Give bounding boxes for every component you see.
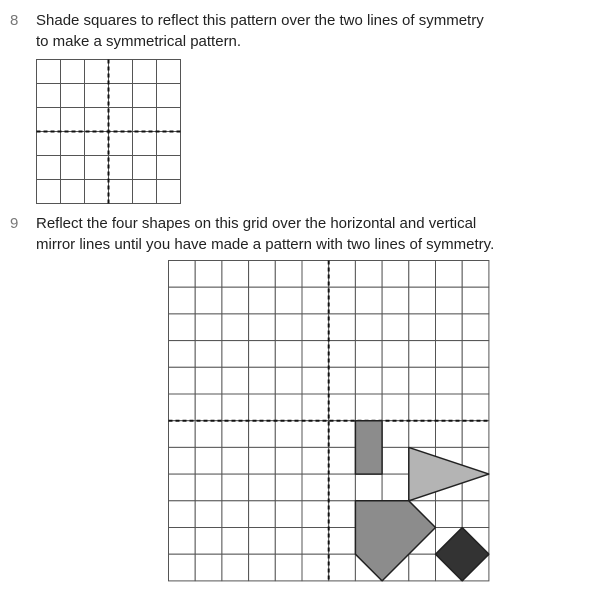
q9-grid-cell[interactable] [249, 287, 276, 314]
q9-grid-cell[interactable] [249, 394, 276, 421]
q9-grid-cell[interactable] [302, 394, 329, 421]
q9-grid-cell[interactable] [249, 314, 276, 341]
q9-grid-cell[interactable] [222, 394, 249, 421]
q9-grid-cell[interactable] [409, 554, 436, 581]
q9-grid-cell[interactable] [329, 341, 356, 368]
q8-grid-cell[interactable] [85, 180, 109, 204]
q9-grid-cell[interactable] [222, 287, 249, 314]
q8-grid-cell[interactable] [157, 132, 181, 156]
q9-grid-cell[interactable] [302, 447, 329, 474]
q9-grid-cell[interactable] [195, 528, 222, 555]
q9-grid-cell[interactable] [382, 261, 409, 288]
q9-grid-cell[interactable] [249, 261, 276, 288]
q9-grid-cell[interactable] [355, 261, 382, 288]
q9-grid-cell[interactable] [329, 314, 356, 341]
q9-grid-cell[interactable] [169, 367, 196, 394]
q9-grid-cell[interactable] [409, 314, 436, 341]
q9-grid-cell[interactable] [436, 394, 463, 421]
rectangle-shape [355, 421, 382, 474]
q9-grid-cell[interactable] [302, 474, 329, 501]
q9-grid-cell[interactable] [409, 367, 436, 394]
q9-grid-cell[interactable] [302, 528, 329, 555]
q8-grid-cell[interactable] [37, 132, 61, 156]
q9-grid-cell[interactable] [222, 367, 249, 394]
q9-grid-cell[interactable] [329, 421, 356, 448]
q9-grid-cell[interactable] [462, 314, 489, 341]
q9-grid-cell[interactable] [222, 528, 249, 555]
q8-grid-cell[interactable] [157, 156, 181, 180]
q8-grid-cell[interactable] [109, 180, 133, 204]
q8-grid-cell[interactable] [61, 108, 85, 132]
q9-grid-cell[interactable] [329, 394, 356, 421]
q9-grid-cell[interactable] [249, 528, 276, 555]
q9-grid-cell[interactable] [249, 554, 276, 581]
q9-grid-cell[interactable] [275, 287, 302, 314]
question-8-line-2: to make a symmetrical pattern. [36, 33, 242, 50]
q9-grid-cell[interactable] [249, 501, 276, 528]
q9-grid-cell[interactable] [222, 341, 249, 368]
q9-grid-cell[interactable] [275, 394, 302, 421]
q8-grid-cell[interactable] [133, 108, 157, 132]
q9-grid-cell[interactable] [355, 394, 382, 421]
q9-grid-cell[interactable] [302, 554, 329, 581]
q9-grid-cell[interactable] [249, 447, 276, 474]
q9-grid-cell[interactable] [382, 314, 409, 341]
q9-grid-cell[interactable] [275, 474, 302, 501]
q9-grid-cell[interactable] [355, 287, 382, 314]
q9-grid-cell[interactable] [222, 447, 249, 474]
q9-grid-cell[interactable] [436, 261, 463, 288]
q8-grid-cell[interactable] [61, 132, 85, 156]
q9-grid-cell[interactable] [329, 554, 356, 581]
q9-grid-cell[interactable] [462, 287, 489, 314]
q9-grid-cell[interactable] [302, 261, 329, 288]
q9-grid-cell[interactable] [382, 287, 409, 314]
q8-grid-cell[interactable] [157, 180, 181, 204]
q9-grid-cell[interactable] [275, 314, 302, 341]
q9-grid-cell[interactable] [329, 367, 356, 394]
q8-grid-cell[interactable] [85, 84, 109, 108]
q9-grid-cell[interactable] [382, 367, 409, 394]
q9-grid-cell[interactable] [302, 314, 329, 341]
q9-grid-cell[interactable] [436, 287, 463, 314]
q9-grid-cell[interactable] [329, 501, 356, 528]
q9-grid-cell[interactable] [462, 394, 489, 421]
q9-grid-cell[interactable] [275, 447, 302, 474]
q8-grid-cell[interactable] [133, 180, 157, 204]
q9-grid-cell[interactable] [195, 261, 222, 288]
q8-grid-cell[interactable] [61, 60, 85, 84]
q9-grid-cell[interactable] [329, 528, 356, 555]
q9-grid-cell[interactable] [169, 554, 196, 581]
q9-grid-cell[interactable] [436, 314, 463, 341]
q9-grid-cell[interactable] [169, 261, 196, 288]
q8-grid-cell[interactable] [157, 84, 181, 108]
q9-grid-cell[interactable] [195, 314, 222, 341]
q8-grid-cell[interactable] [109, 108, 133, 132]
question-8-line-1: Shade squares to reflect this pattern over the two lines of symmetry [36, 12, 484, 29]
q8-grid-cell[interactable] [37, 84, 61, 108]
q9-grid-cell[interactable] [169, 314, 196, 341]
q8-grid-cell[interactable] [61, 156, 85, 180]
q9-grid-cell[interactable] [409, 341, 436, 368]
q9-grid-cell[interactable] [382, 341, 409, 368]
q9-grid-cell[interactable] [249, 367, 276, 394]
q9-grid-cell[interactable] [169, 474, 196, 501]
q9-grid-cell[interactable] [355, 341, 382, 368]
q9-grid-cell[interactable] [275, 501, 302, 528]
q8-grid-cell[interactable] [157, 108, 181, 132]
q9-grid-cell[interactable] [195, 341, 222, 368]
question-9-grid[interactable] [168, 260, 490, 582]
q8-grid-cell[interactable] [109, 132, 133, 156]
q9-grid-cell[interactable] [169, 394, 196, 421]
q9-grid-cell[interactable] [462, 367, 489, 394]
q9-grid-cell[interactable] [382, 447, 409, 474]
q9-grid-cell[interactable] [222, 474, 249, 501]
q9-grid-cell[interactable] [249, 474, 276, 501]
q9-grid-cell[interactable] [195, 474, 222, 501]
q9-grid-cell[interactable] [329, 447, 356, 474]
q8-grid-cell[interactable] [85, 156, 109, 180]
q9-grid-cell[interactable] [222, 314, 249, 341]
q9-grid-cell[interactable] [169, 501, 196, 528]
q9-grid-cell[interactable] [329, 287, 356, 314]
q8-grid-cell[interactable] [61, 84, 85, 108]
question-9-line-1: Reflect the four shapes on this grid over the horizontal and vertical [36, 215, 477, 232]
q9-grid-cell[interactable] [409, 421, 436, 448]
q8-grid-cell[interactable] [157, 60, 181, 84]
q9-grid-cell[interactable] [462, 501, 489, 528]
q9-grid-cell[interactable] [409, 394, 436, 421]
q8-grid-cell[interactable] [133, 84, 157, 108]
q9-grid-cell[interactable] [222, 554, 249, 581]
q9-grid-cell[interactable] [275, 421, 302, 448]
q9-grid-cell[interactable] [329, 261, 356, 288]
q9-grid-cell[interactable] [436, 501, 463, 528]
q9-grid-cell[interactable] [355, 314, 382, 341]
q9-grid-cell[interactable] [302, 341, 329, 368]
q9-grid-cell[interactable] [195, 287, 222, 314]
q9-grid-cell[interactable] [195, 394, 222, 421]
q9-grid-cell[interactable] [275, 261, 302, 288]
q9-grid-cell[interactable] [355, 474, 382, 501]
q9-grid-cell[interactable] [355, 367, 382, 394]
q8-grid-cell[interactable] [133, 132, 157, 156]
q9-grid-cell[interactable] [409, 261, 436, 288]
q9-grid-cell[interactable] [329, 474, 356, 501]
q9-grid-cell[interactable] [275, 528, 302, 555]
q9-grid-cell[interactable] [222, 501, 249, 528]
q9-grid-cell[interactable] [195, 447, 222, 474]
q8-grid-cell[interactable] [133, 156, 157, 180]
question-8-grid[interactable] [36, 59, 182, 205]
q9-grid-cell[interactable] [302, 421, 329, 448]
q9-grid-cell[interactable] [169, 341, 196, 368]
q9-grid-cell[interactable] [195, 501, 222, 528]
q9-grid-cell[interactable] [462, 261, 489, 288]
q8-grid-cell[interactable] [85, 60, 109, 84]
q8-grid-cell[interactable] [61, 180, 85, 204]
q9-grid-cell[interactable] [382, 474, 409, 501]
q8-grid-cell[interactable] [85, 108, 109, 132]
q8-grid-cell[interactable] [109, 84, 133, 108]
q9-grid-cell[interactable] [169, 287, 196, 314]
q8-grid-cell[interactable] [85, 132, 109, 156]
q9-grid-cell[interactable] [222, 261, 249, 288]
q8-grid-cell[interactable] [37, 108, 61, 132]
q9-grid-cell[interactable] [275, 554, 302, 581]
q9-grid-cell[interactable] [195, 367, 222, 394]
q8-grid-cell[interactable] [109, 156, 133, 180]
question-9-line-2: mirror lines until you have made a pattern with two lines of symmetry. [36, 236, 495, 253]
q9-grid-cell[interactable] [382, 421, 409, 448]
q9-grid-cell[interactable] [409, 287, 436, 314]
q8-grid-cell[interactable] [133, 60, 157, 84]
q9-grid-cell[interactable] [222, 421, 249, 448]
q9-grid-cell[interactable] [249, 421, 276, 448]
q9-grid-cell[interactable] [462, 341, 489, 368]
q9-grid-cell[interactable] [302, 287, 329, 314]
q9-grid-cell[interactable] [169, 528, 196, 555]
q9-grid-cell[interactable] [275, 341, 302, 368]
q9-grid-cell[interactable] [436, 341, 463, 368]
q9-grid-cell[interactable] [195, 554, 222, 581]
q9-grid-cell[interactable] [275, 367, 302, 394]
q8-grid-cell[interactable] [37, 156, 61, 180]
q9-grid-cell[interactable] [436, 421, 463, 448]
q8-grid-cell[interactable] [37, 60, 61, 84]
question-8-number: 8 [10, 12, 19, 29]
q9-grid-cell[interactable] [249, 341, 276, 368]
q8-grid-cell[interactable] [37, 180, 61, 204]
question-9-number: 9 [10, 215, 19, 232]
q9-grid-cell[interactable] [462, 421, 489, 448]
q8-grid-cell[interactable] [109, 60, 133, 84]
q9-grid-cell[interactable] [169, 421, 196, 448]
q9-grid-cell[interactable] [302, 501, 329, 528]
q9-grid-cell[interactable] [382, 394, 409, 421]
q9-grid-cell[interactable] [169, 447, 196, 474]
q9-grid-cell[interactable] [302, 367, 329, 394]
q9-grid-cell[interactable] [195, 421, 222, 448]
q9-grid-cell[interactable] [436, 367, 463, 394]
